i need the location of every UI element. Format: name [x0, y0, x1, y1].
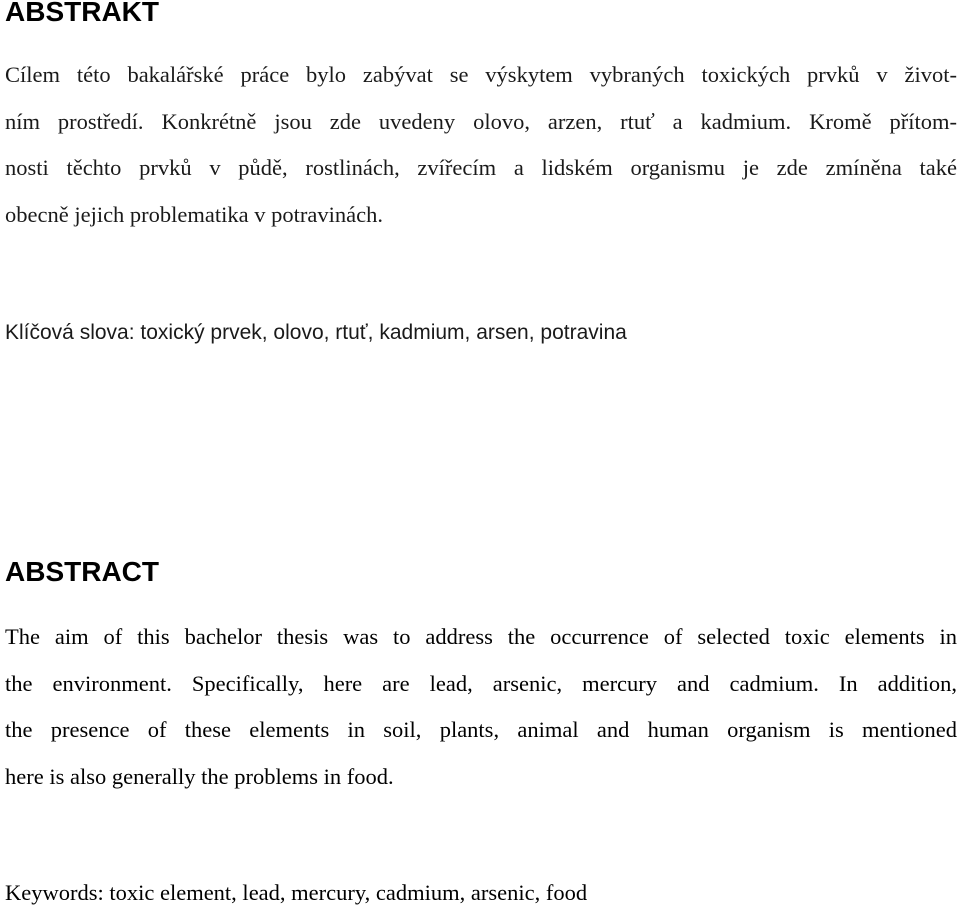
paragraph-line: the environment. Specifically, here are lead, arsenic, mercury and cadmium. In addition,	[5, 670, 957, 696]
abstract-paragraph-czech	[5, 52, 957, 238]
abstract-heading-czech: ABSTRAKT	[5, 0, 159, 27]
paragraph-line: here is also generally the problems in food.	[5, 763, 394, 789]
paragraph-line: nosti těchto prvků v půdě, rostlinách, zvířecím a lidském organismu je zde zmíněna také	[5, 155, 957, 180]
paragraph-line: Cílem této bakalářské práce bylo zabývat se výskytem vybraných toxických prvků v život-	[5, 62, 957, 87]
paragraph-line: ním prostředí. Konkrétně jsou zde uvedeny olovo, arzen, rtuť a kadmium. Kromě přítom-	[5, 108, 957, 134]
keywords-english: Keywords: toxic element, lead, mercury, cadmium, arsenic, food	[5, 880, 588, 905]
paragraph-line: obecně jejich problematika v potravinách.	[5, 201, 383, 227]
paragraph-line: the presence of these elements in soil, plants, animal and human organism is mentioned	[5, 717, 957, 742]
paragraph-line: The aim of this bachelor thesis was to address the occurrence of selected toxic elements in	[5, 624, 957, 649]
keywords-czech: Klíčová slova: toxický prvek, olovo, rtuť, kadmium, arsen, potravina	[5, 321, 627, 344]
abstract-paragraph-english	[5, 614, 957, 800]
abstract-heading-english: ABSTRACT	[5, 556, 159, 587]
